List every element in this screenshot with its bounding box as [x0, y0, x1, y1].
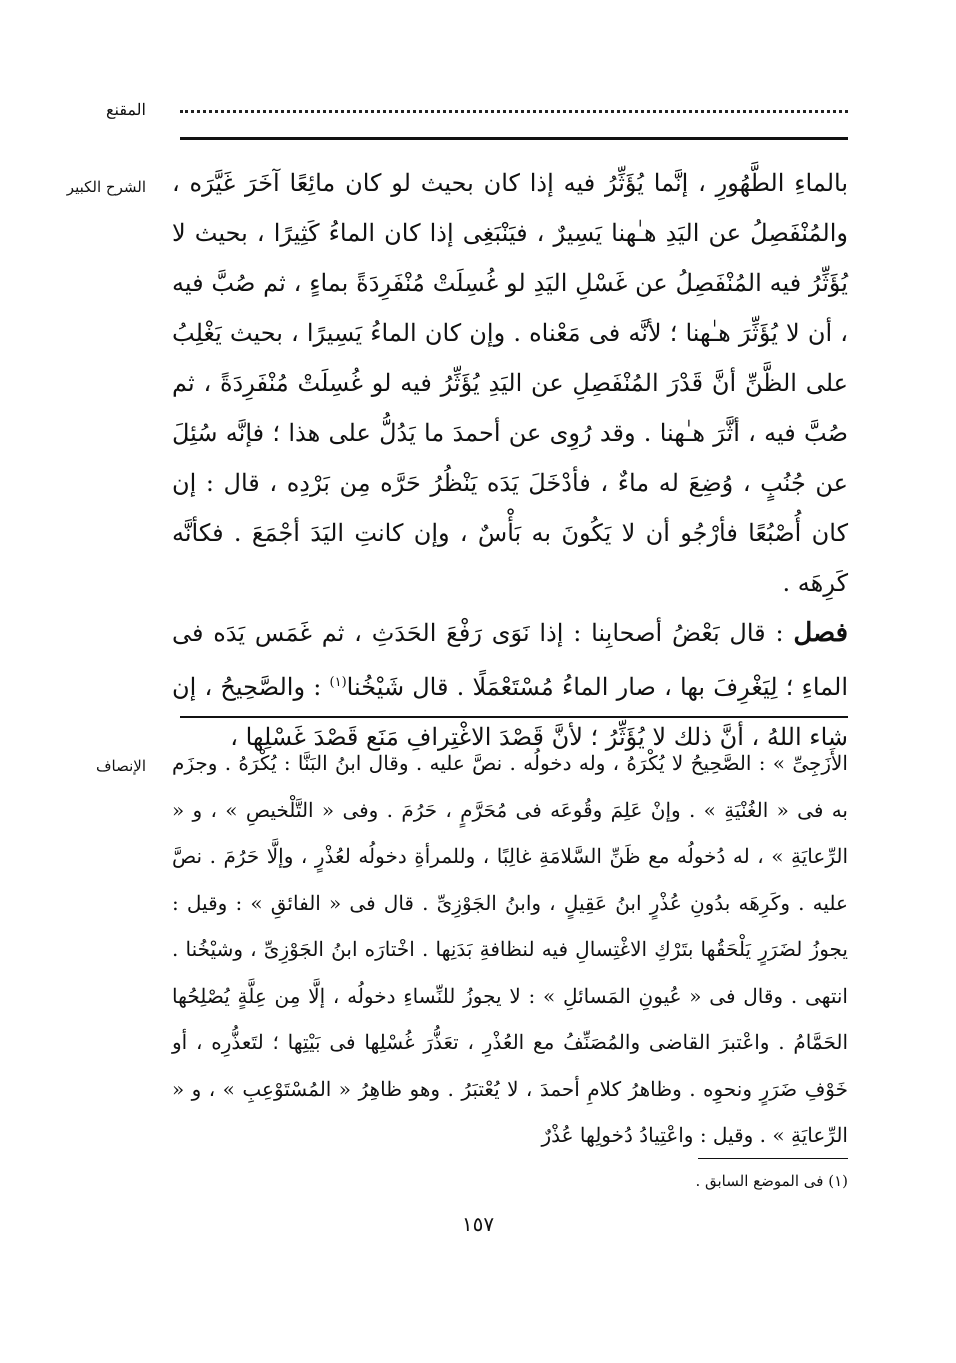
header-dotted-rule	[180, 110, 848, 113]
main-text-block	[172, 158, 848, 762]
main-paragraph-2-text: : قال بَعْضُ أصحابِنا : إذا نَوَى رَفْعَ الحَدَثِ ، ثم غَمَس يَدَه فى الماءِ ؛ لِيَغْرِفَ بها ، صار الماءُ مُسْتَعْمَلًا . قال شَيْخُنا	[172, 619, 848, 701]
header-solid-rule	[180, 137, 848, 140]
lower-text-block	[172, 740, 848, 1159]
running-header-title: المقنع	[105, 100, 146, 119]
footnote-rule	[698, 1158, 848, 1159]
footnote: (١) فى الموضع السابق .	[695, 1172, 848, 1190]
section-label-insaf: الإنصاف	[95, 757, 146, 775]
section-divider	[180, 716, 848, 718]
main-paragraph-2-end: : والصَّحِيحُ ، إن شاء اللهُ ، أنَّ ذلك لا يُؤَثِّرُ ؛ لأنَّ قَصْدَ الاغْتِرافِ مَنَع قَصْدَ غَسْلِها ،	[172, 673, 848, 751]
page-number: ١٥٧	[461, 1212, 495, 1236]
fasl-heading: فصل	[793, 618, 848, 648]
footnote-reference: (١)	[329, 675, 347, 690]
main-paragraph-2	[172, 608, 848, 762]
section-label-sharh: الشرح الكبير	[66, 178, 146, 196]
lower-paragraph: الأَزَجِىِّ » : الصَّحِيحُ لا يُكْرَهُ ، وله دخولُه . نصَّ عليه . وقال ابنُ البَنَّا : يُكْرَهُ . وجزَم به فى « الغُنْيَةِ » . وإنْ عَلِمَ وقُوعَه فى مُحَرَّمٍ ، حَرُمَ . وفى « التَّلْخيصِ » ، و « الرِّعايَةِ » ، له دُخولُه مع ظَنِّ السَّلامَةِ غالِبًا ، وللمرأةِ دخولُه لعُذْرٍ ، وإلَّا حَرُمَ . نصَّ عليه . وكَرِهَه بدُونِ عُذْرٍ ابنُ عَقِيلٍ ، وابنُ الجَوْزِىِّ . قال فى « الفائقِ » : وقيل : يجوزُ لضَرَرٍ يَلْحَقُها بتَرْكِ الاغْتِسالِ فيه لنظافةِ بَدَنِها . اخْتارَه ابنُ الجَوْزِىِّ ، وشيْخُنا . انتهى . وقال فى « عُيونِ المَسائلِ » : لا يجوزُ للنِّساءِ دخولُه ، إلَّا مِن عِلَّةٍ يُصْلِحُها الحَمَّامُ . واعْتبرَ القاضى والمُصَنِّفُ مع العُذْرِ ، تعَذُّرَ غُسْلِها فى بَيْتِها ؛ لتَعذُّرِه ، أو خَوْفِ ضَرَرٍ ونحوِه . وظاهرُ كلامِ أحمدَ ، لا يُعْتبَرُ . وهو ظاهِرُ « المُسْتَوْعِبِ » ، و « الرِّعايَةِ » . وقيل : واعْتِيادُ دُخولِها عُذْرٌ	[172, 751, 848, 1147]
main-paragraph-1: بالماءِ الطَّهُورِ ، إنَّما يُؤَثِّرُ فيه إذا كان بحيث لو كان مائِعًا آخَرَ غَيَّرَه ، والمُنْفَصِلُ عن اليَدِ هـٰهنا يَسِيرٌ ، فيَنْبَغِى إذا كان الماءُ كَثِيرًا ، بحيث لا يُؤَثِّرُ فيه المُنْفَصِلُ عن غَسْلِ اليَدِ لو غُسِلَتْ مُنْفَرِدَةً بماءٍ ، ثم صُبَّ فيه ، أن لا يُؤَثِّرَ هـٰهنا ؛ لأنَّه فى مَعْناه . وإن كان الماءُ يَسِيرًا ، بحيث يَغْلِبُ على الظَّنِّ أنَّ قَدْرَ المُنْفَصِلِ عن اليَدِ يُؤَثِّرُ فيه لو غُسِلَتْ مُنْفَرِدَةً ، ثم صُبَّ فيه ، أثَّرَ هـٰهنا . وقد رُوِى عن أحمدَ ما يَدُلُّ على هذا ؛ فإنَّه سُئِلَ عن جُنُبٍ ، وُضِعَ له ماءٌ ، فأدْخَلَ يَدَه يَنْظُرُ حَرَّه مِن بَرْدِه ، قال : إن كان أُصْبُعًا فأرْجُو أن لا يَكُونَ به بَأْسٌ ، وإن كانتِ اليَدَ أجْمَعَ . فكأنَّه كَرِهَه .	[172, 169, 848, 597]
